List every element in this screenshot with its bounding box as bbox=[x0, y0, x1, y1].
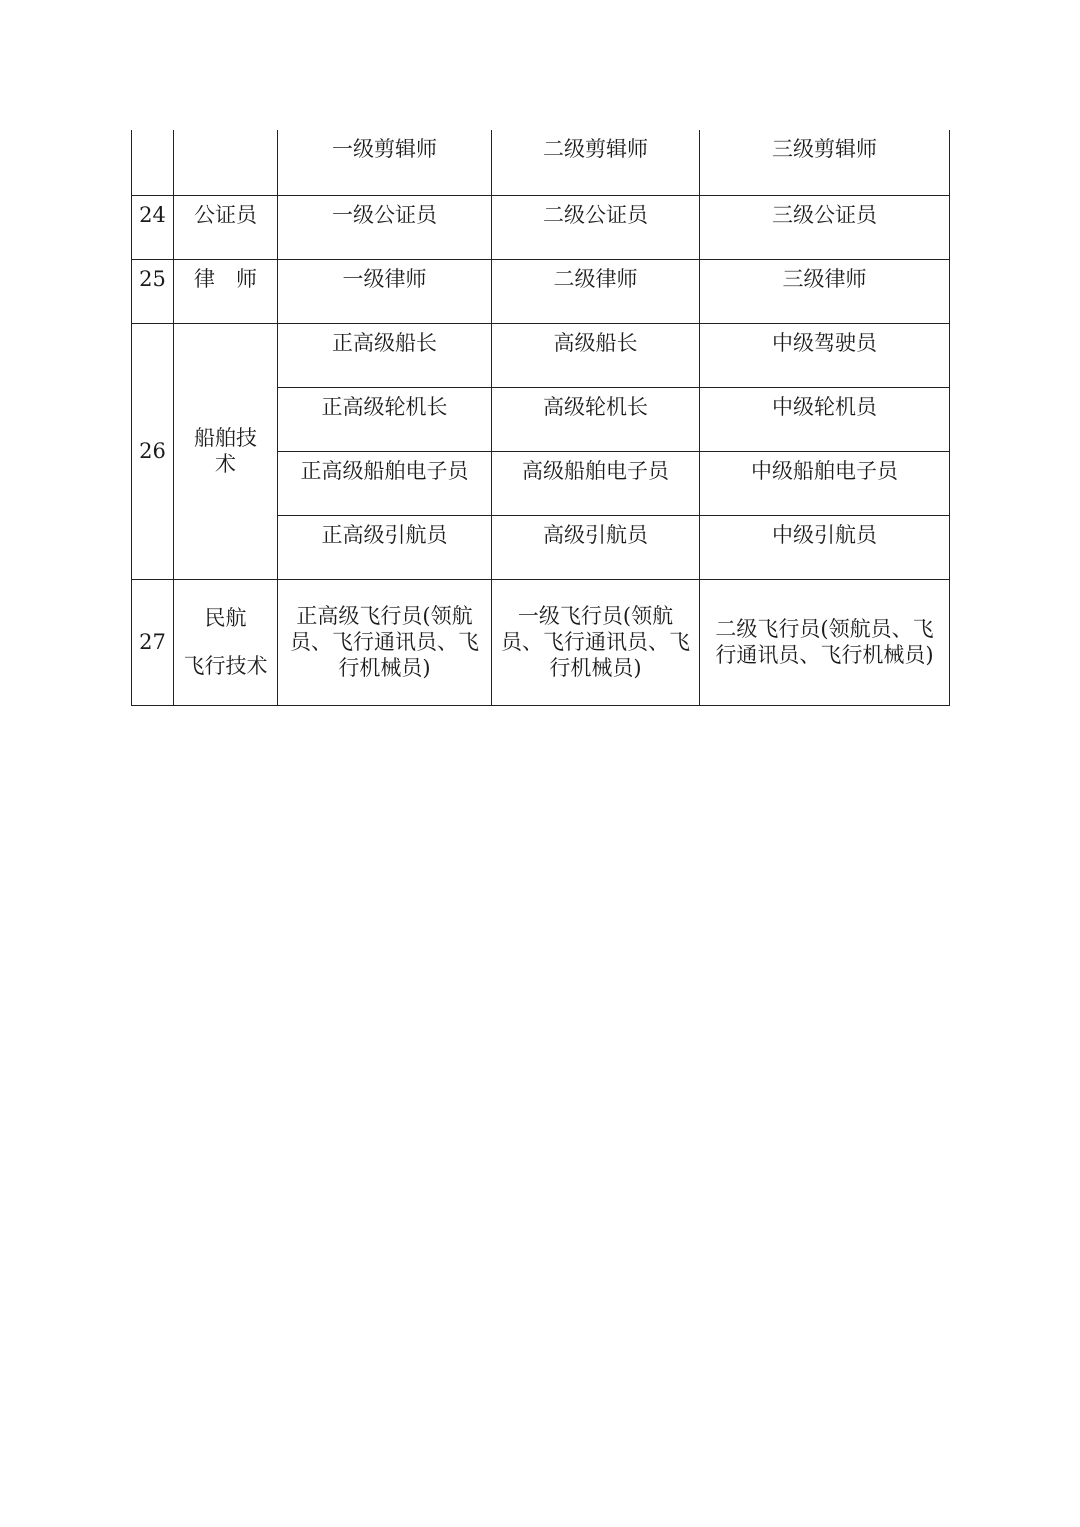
level3-cell: 中级引航员 bbox=[700, 515, 950, 579]
cell-line: 一级飞行员(领航 bbox=[517, 604, 674, 628]
level2-cell: 二级律师 bbox=[492, 259, 700, 323]
table-row bbox=[132, 259, 950, 323]
level3-cell: 中级船舶电子员 bbox=[700, 451, 950, 515]
category-cell bbox=[174, 323, 278, 579]
level1-cell: 一级律师 bbox=[278, 259, 492, 323]
level3-cell: 三级律师 bbox=[700, 259, 950, 323]
level2-cell bbox=[492, 579, 700, 705]
category-cell bbox=[174, 579, 278, 705]
category-line: 船舶技 bbox=[194, 426, 257, 450]
level2-cell: 高级船长 bbox=[492, 323, 700, 387]
qualification-table bbox=[131, 130, 950, 706]
cell-line: 员、飞行通讯员、飞 bbox=[501, 630, 690, 654]
table-row bbox=[132, 195, 950, 259]
level3-cell: 三级公证员 bbox=[700, 195, 950, 259]
level2-cell: 高级轮机长 bbox=[492, 387, 700, 451]
table-row bbox=[132, 323, 950, 387]
cell-line: 二级飞行员(领航员、飞 bbox=[715, 617, 934, 641]
cell-line: 行机械员) bbox=[549, 656, 642, 680]
level1-cell: 正高级引航员 bbox=[278, 515, 492, 579]
category-line: 飞行技术 bbox=[183, 654, 268, 678]
category-cell: 公证员 bbox=[174, 195, 278, 259]
level1-cell: 一级公证员 bbox=[278, 195, 492, 259]
level1-cell: 正高级轮机长 bbox=[278, 387, 492, 451]
level3-cell: 三级剪辑师 bbox=[700, 130, 950, 195]
level3-cell bbox=[700, 579, 950, 705]
cell-line: 行通讯员、飞行机械员) bbox=[715, 643, 934, 667]
table-row bbox=[132, 579, 950, 705]
level1-cell: 正高级船长 bbox=[278, 323, 492, 387]
row-number: 26 bbox=[132, 323, 174, 579]
cell-line: 员、飞行通讯员、飞 bbox=[290, 630, 479, 654]
category-cell bbox=[174, 130, 278, 195]
row-number: 27 bbox=[132, 579, 174, 705]
row-number: 24 bbox=[132, 195, 174, 259]
cell-line: 正高级飞行员(领航 bbox=[296, 604, 473, 628]
category-line: 民航 bbox=[204, 606, 247, 630]
level2-cell: 高级船舶电子员 bbox=[492, 451, 700, 515]
level1-cell: 正高级船舶电子员 bbox=[278, 451, 492, 515]
level1-cell: 一级剪辑师 bbox=[278, 130, 492, 195]
level3-cell: 中级轮机员 bbox=[700, 387, 950, 451]
level2-cell: 二级剪辑师 bbox=[492, 130, 700, 195]
category-cell: 律 师 bbox=[174, 259, 278, 323]
table-row bbox=[132, 130, 950, 195]
level3-cell: 中级驾驶员 bbox=[700, 323, 950, 387]
cell-line: 行机械员) bbox=[338, 656, 431, 680]
row-number: 25 bbox=[132, 259, 174, 323]
level1-cell bbox=[278, 579, 492, 705]
level2-cell: 高级引航员 bbox=[492, 515, 700, 579]
row-number bbox=[132, 130, 174, 195]
category-line: 术 bbox=[215, 452, 236, 476]
level2-cell: 二级公证员 bbox=[492, 195, 700, 259]
